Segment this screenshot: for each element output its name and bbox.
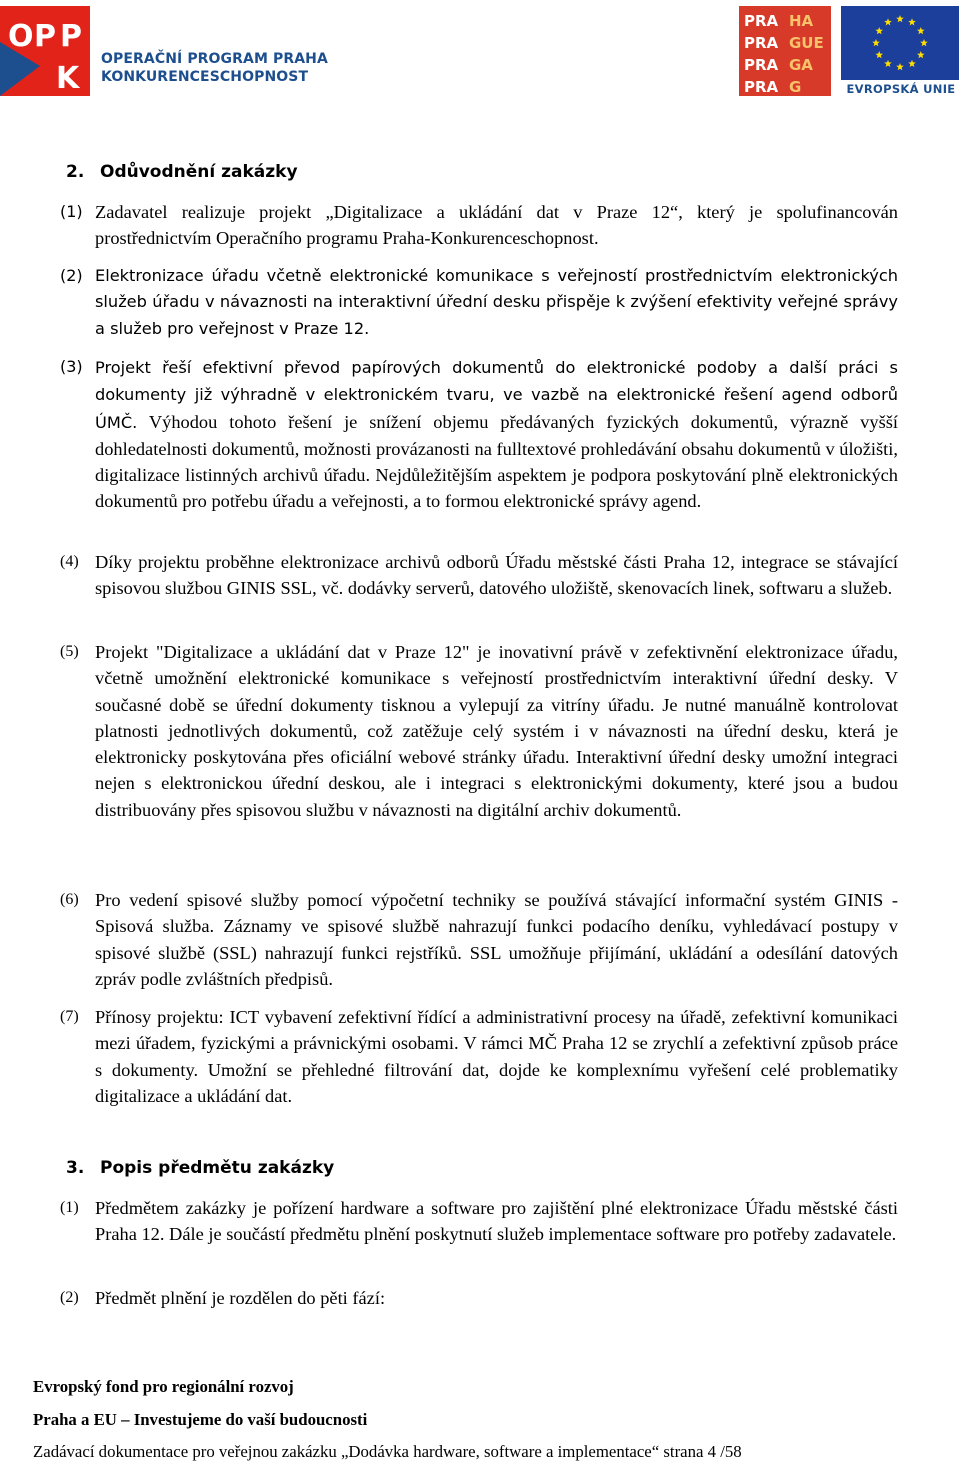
- section-number: 3.: [66, 1158, 85, 1178]
- praha-cell-4a: PRA: [744, 78, 779, 96]
- paragraph-number: (1): [60, 1199, 79, 1216]
- paragraph-number: (3): [60, 357, 83, 376]
- paragraph-text: Přínosy projektu: ICT vybavení zefektivní řídící a administrativní procesy na úřadě, zefektivní komunikaci mezi úřadem, fyzickými a právnickými osobami. V rámci MČ Praha 12 se zrychlí a zefektivní způsob práce s dokumenty. Umožní se přehledné filtrování dat, dojde ke komplexnímu vyřešení celé problematiky digitalizace a ukládání dat.: [95, 1007, 898, 1106]
- paragraph-3-1: [60, 1195, 898, 1248]
- paragraph-2-2: [60, 263, 898, 342]
- paragraph-number: (2): [60, 1289, 79, 1306]
- section-title: Odůvodnění zakázky: [100, 162, 298, 182]
- praha-cell-2a: PRA: [744, 34, 779, 52]
- praha-cell-4b: G: [789, 78, 802, 96]
- paragraph-text-sans: Projekt řeší efektivní převod papírových dokumentů do elektronické podoby a další práci s dokumenty již výhradně v elektronickém tvaru, ve vazbě na elektronické řešení agend odborů ÚMČ.: [95, 358, 898, 432]
- paragraph-text: Předmětem zakázky je pořízení hardware a software pro zajištění plné elektronizace Úřadu městské části Praha 12. Dále je součástí předmětu plnění poskytnutí služeb implementace software pro potřeby zadavatele.: [95, 1198, 898, 1245]
- footer-slogan: Praha a EU – Investujeme do vaší budoucnosti: [33, 1410, 368, 1429]
- opp-logo-line1: OPERAČNÍ PROGRAM PRAHA: [101, 51, 328, 67]
- paragraph-2-6: [60, 887, 898, 992]
- paragraph-text: Díky projektu proběhne elektronizace archivů odborů Úřadu městské části Praha 12, integrace se stávající spisovou službou GINIS SSL, vč. dodávky serverů, datového uložiště, skenovacích linek, softwaru a služeb.: [95, 552, 898, 599]
- footer-fund: Evropský fond pro regionální rozvoj: [33, 1377, 294, 1396]
- paragraph-number: (5): [60, 643, 79, 660]
- paragraph-text: Projekt "Digitalizace a ukládání dat v Praze 12" je inovativní právě v zefektivnění elektronizace úřadu, včetně umožnění elektronické komunikace s veřejností prostřednictvím interaktivní úřední desky. V současné době se úřední dokumenty tisknou a vylepují za vitríny úřadu. Je nutné manuálně kontrolovat platnosti jednotlivých dokumentů, což zatěžuje celý systém i v návaznosti na úřední desku, která je elektronicky poskytována přes oficiální webové stránky úřadu. Interaktivní úřední desky umožní integraci nejen s elektronickou úřední deskou, ale i integraci s elektronickými dokumenty, které jsou a budou distribuovány přes spisovou službu v návaznosti na digitální archiv dokumentů.: [95, 642, 898, 820]
- opp-logo-letter-k: K: [56, 61, 80, 96]
- paragraph-text: Předmět plnění je rozdělen do pěti fází:: [95, 1288, 386, 1308]
- paragraph-2-1: [60, 199, 898, 252]
- opp-logo-text: [101, 50, 328, 86]
- praha-cell-1a: PRA: [744, 12, 779, 30]
- section-number: 2.: [66, 162, 85, 182]
- praha-cell-2b: GUE: [789, 34, 824, 52]
- paragraph-2-5: [60, 639, 898, 823]
- paragraph-3-2: [60, 1285, 898, 1311]
- page-header: [0, 0, 960, 104]
- paragraph-text-serif: Výhodou tohoto řešení je snížení objemu předávaných fyzických dokumentů, výrazně vyšší dohledatelnosti dokumentů, možnosti provázanosti na fulltextové prohledávání obsahu dokumentů v úložišti, digitalizace listinných archivů úřadu. Nejdůležitějším aspektem je podpora poskytování plně elektronických dokumentů pro potřebu úřadu a veřejnosti, a to formou elektronické správy agend.: [95, 411, 898, 512]
- paragraph-number: (2): [60, 266, 83, 285]
- praha-logo-icon: [739, 6, 831, 96]
- section-3-heading: [66, 1158, 334, 1178]
- praha-cell-3a: PRA: [744, 56, 779, 74]
- opp-logo-letter-p2: P: [60, 19, 82, 54]
- opp-logo-letter-p1: P: [34, 19, 56, 54]
- paragraph-2-4: [60, 549, 898, 602]
- paragraph-2-7: [60, 1004, 898, 1109]
- paragraph-text: Elektronizace úřadu včetně elektronické komunikace s veřejností prostřednictvím elektronických služeb úřadu v návaznosti na interaktivní úřední desku přispěje k zvýšení efektivity veřejné správy a služeb pro veřejnost v Praze 12.: [95, 266, 898, 338]
- paragraph-text: Zadavatel realizuje projekt „Digitalizace a ukládání dat v Praze 12“, který je spolufinancován prostřednictvím Operačního programu Praha-Konkurenceschopnost.: [95, 202, 898, 249]
- praha-cell-3b: GA: [789, 56, 813, 74]
- paragraph-number: (6): [60, 891, 79, 908]
- section-2-heading: [66, 162, 298, 182]
- paragraph-number: (1): [60, 202, 83, 221]
- opp-logo-line2: KONKURENCESCHOPNOST: [101, 69, 309, 85]
- paragraph-2-3: [60, 354, 898, 515]
- paragraph-number: (4): [60, 553, 79, 570]
- opp-logo-letter-o: O: [8, 19, 34, 54]
- paragraph-text: Pro vedení spisové služby pomocí výpočetní techniky se používá stávající informační systém GINIS - Spisová služba. Záznamy ve spisové službě nahrazují funkci podacího deníku, vyhledávací postupy v spisové službě (SSL) nahrazují funkci rejstříků. SSL umožňuje přijímání, ukládání a odesílání datových zpráv podle zvláštních předpisů.: [95, 890, 898, 989]
- footer-document-info: Zadávací dokumentace pro veřejnou zakázku „Dodávka hardware, software a implementace“ strana 4 /58: [33, 1442, 742, 1461]
- paragraph-number: (7): [60, 1008, 79, 1025]
- eu-label: EVROPSKÁ UNIE: [846, 82, 956, 96]
- praha-cell-1b: HA: [789, 12, 814, 30]
- section-title: Popis předmětu zakázky: [100, 1158, 335, 1178]
- opp-logo-icon: [0, 6, 90, 96]
